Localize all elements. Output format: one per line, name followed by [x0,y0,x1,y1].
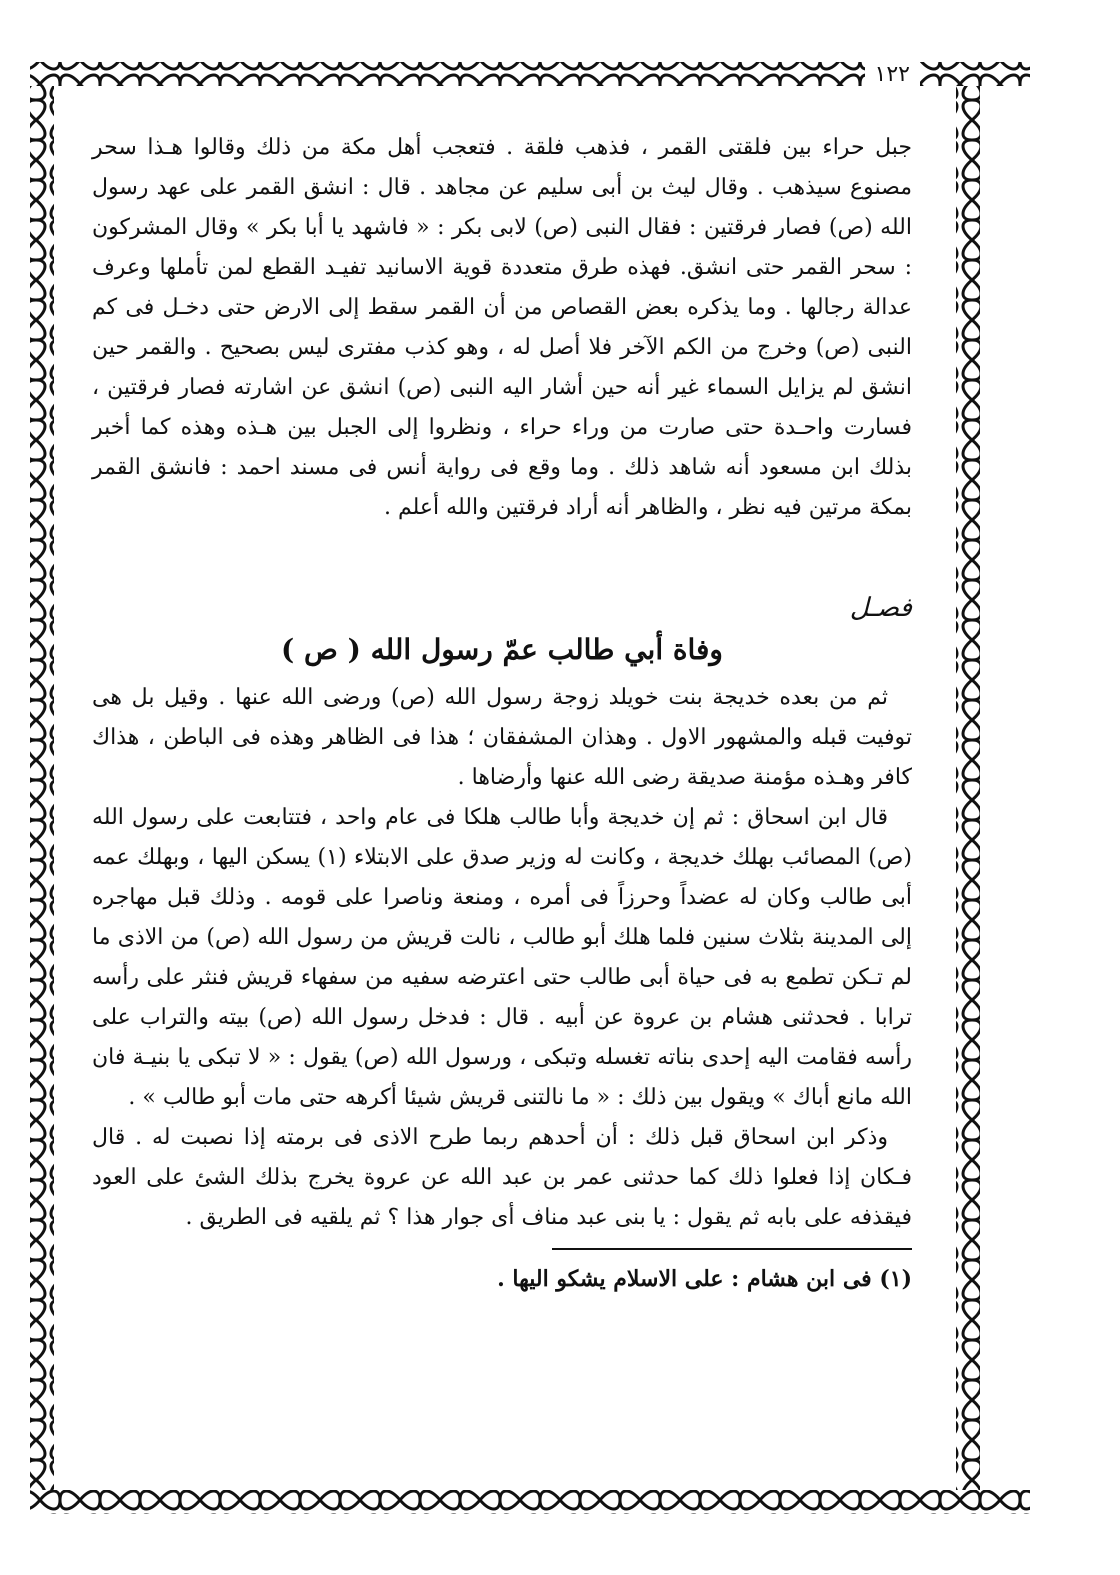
footnote-separator [552,1248,912,1250]
footnote: (١) فى ابن هشام : على الاسلام يشكو اليها . [497,1266,912,1292]
paragraph-top: جبل حراء بين فلقتى القمر ، فذهب فلقة . فتعجب أهل مكة من ذلك وقالوا هـذا سحر مصنوع سيذهب . وقال ليث بن أبى سليم عن مجاهد . قال : انشق القمر على عهد رسول الله (ص) فصار فرقتين : فقال النبى (ص) لابى بكر : « فاشهد يا أبا بكر » وقال المشركون : سحر القمر حتى انشق. فهذه طرق متعددة قوية الاسانيد تفيـد القطع لمن تأملها وعرف عدالة رجالها . وما يذكره بعض القصاص من أن القمر سقط إلى الارض حتى دخـل فى كم النبى (ص) وخرج من الكم الآخر فلا أصل له ، وهو كذب مفترى ليس بصحيح . والقمر حين انشق لم يزايل السماء غير أنه حين أشار اليه النبى (ص) انشق عن اشارته فصار فرقتين ، فسارت واحـدة حتى صارت من وراء حراء ، ونظروا إلى الجبل بين هـذه وهذه كما أخبر بذلك ابن مسعود أنه شاهد ذلك . وما وقع فى رواية أنس فى مسند احمد : فانشق القمر بمكة مرتين فيه نظر ، والظاهر أنه أراد فرقتين والله أعلم . [92,135,912,520]
paragraph-section-3: وذكر ابن اسحاق قبل ذلك : أن أحدهم ربما طرح الاذى فى برمته إذا نصبت له . قال فـكان إذا فعلوا ذلك كما حدثنى عمر بن عبد الله عن عروة يخرج بذلك الشئ على العود فيقذفه على بابه ثم يقول : يا بنى عبد مناف أى جوار هذا ؟ ثم يلقيه فى الطريق . [92,1125,912,1230]
fasl-label: فصـل [849,593,912,623]
page-content [92,128,912,1298]
page-number: ١٢٢ [865,62,920,87]
paragraph-section-1: ثم من بعده خديجة بنت خويلد زوجة رسول الله (ص) ورضى الله عنها . وقيل بل هى توفيت قبله والمشهور الاول . وهذان المشفقان ؛ هذا فى الظاهر وهذه فى الباطن ، هذاك كافر وهـذه مؤمنة صديقة رضى الله عنها وأرضاها . [92,685,912,790]
section-heading: وفاة أبي طالب عمّ رسول الله ( ص ) [281,633,723,666]
paragraph-section-2: قال ابن اسحاق : ثم إن خديجة وأبا طالب هلكا فى عام واحد ، فتتابعت على رسول الله (ص) المصائب بهلك خديجة ، وكانت له وزير صدق على الابتلاء (١) يسكن اليها ، وبهلك عمه أبى طالب وكان له عضداً وحرزاً فى أمره ، ومنعة وناصرا على قومه . وذلك قبل مهاجره إلى المدينة بثلاث سنين فلما هلك أبو طالب ، نالت قريش من رسول الله (ص) من الاذى ما لم تـكن تطمع به فى حياة أبى طالب حتى اعترضه سفيه من سفهاء قريش فنثر على رأسه ترابا . فحدثنى هشام بن عروة عن أبيه . قال : فدخل رسول الله (ص) بيته والتراب على رأسه فقامت اليه إحدى بناته تغسله وتبكى ، ورسول الله (ص) يقول : « لا تبكى يا بنيـة فان الله مانع أباك » ويقول بين ذلك : « ما نالتنى قريش شيئا أكرهه حتى مات أبو طالب » . [92,805,912,1110]
